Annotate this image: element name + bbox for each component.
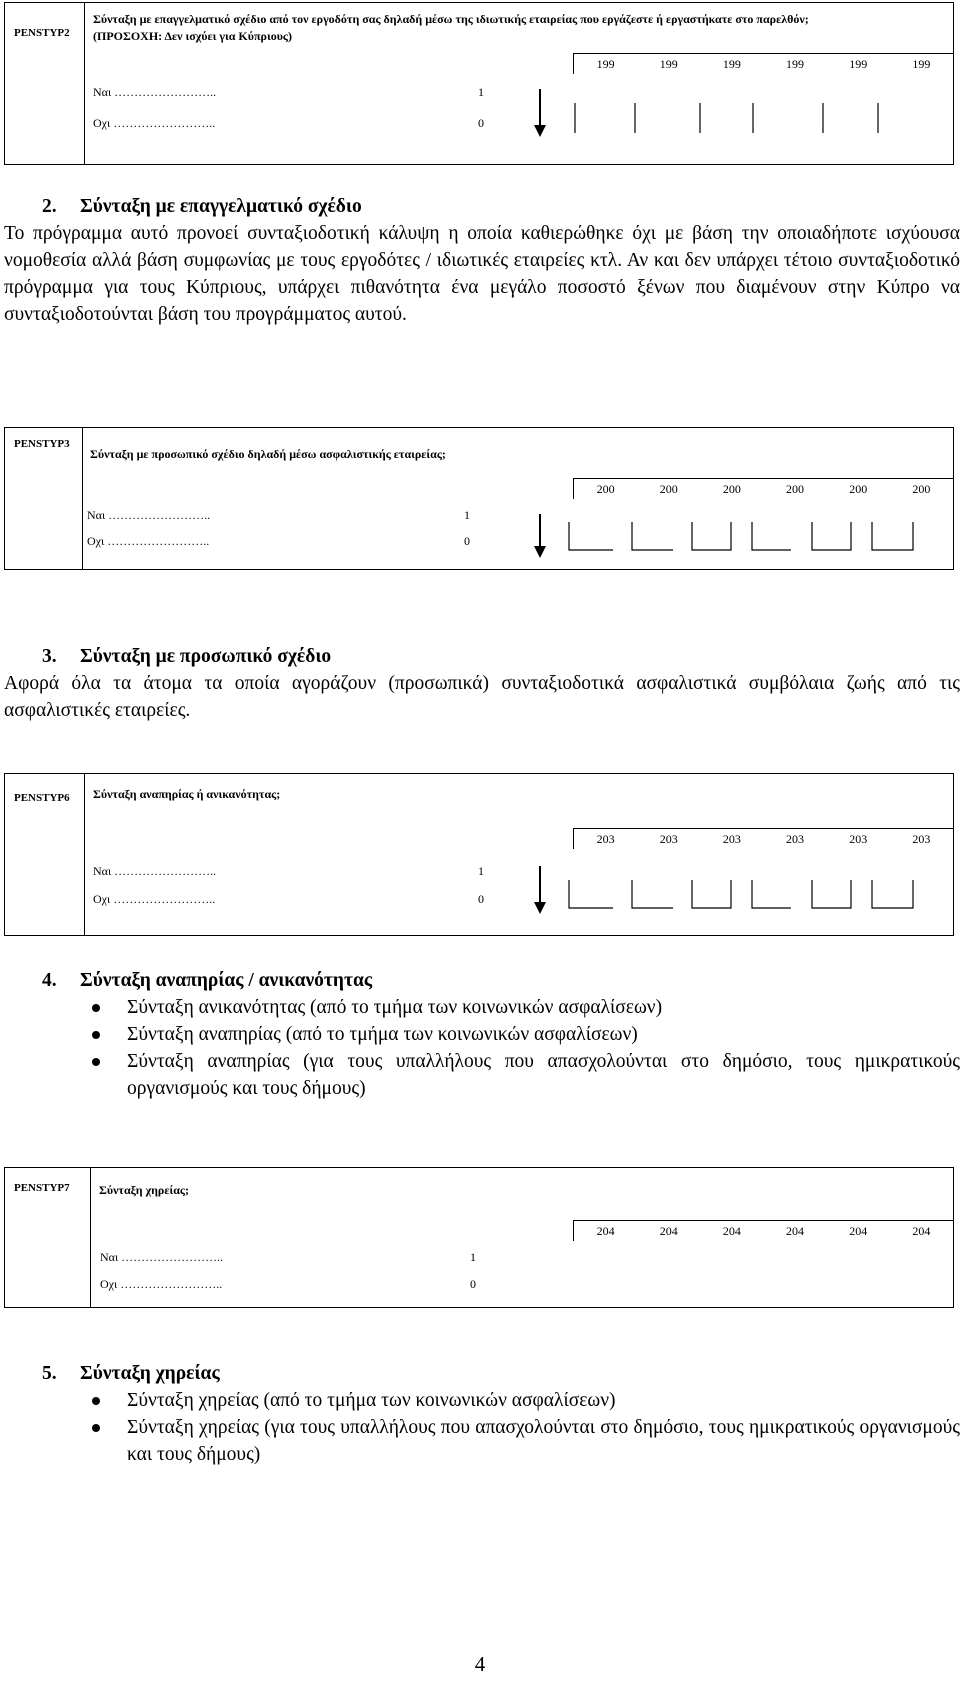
year-label: 203 [786, 832, 805, 846]
section-title: Σύνταξη με επαγγελματικό σχέδιο [80, 196, 362, 217]
down-arrow-icon [533, 89, 547, 139]
section-heading [42, 193, 960, 220]
year-label: 203 [849, 832, 868, 846]
list-item [0, 994, 960, 1021]
bullet-icon [92, 1058, 100, 1066]
year-label: 200 [786, 482, 805, 496]
question-code: PENSTYP3 [5, 428, 83, 569]
answer-label: Ναι …………………….. [93, 864, 217, 878]
section-heading [42, 1360, 960, 1387]
answer-label: Οχι …………………….. [93, 116, 216, 130]
year-header-row [573, 1220, 953, 1241]
list-item-text: Σύνταξη αναπηρίας (από το τμήμα των κοινωνικών ασφαλίσεων) [127, 1024, 638, 1045]
year-label: 203 [912, 832, 931, 846]
section-body: Αφορά όλα τα άτομα τα οποία αγοράζουν (προσωπικά) συνταξιοδοτικά ασφαλιστικά συμβόλαια ζωής από τις ασφαλιστικές εταιρείες. [4, 673, 960, 721]
year-header-row [573, 478, 953, 499]
down-arrow-icon [533, 866, 547, 916]
section-title: Σύνταξη αναπηρίας / ανικανότητας [80, 970, 373, 991]
section-heading [42, 643, 960, 670]
question-code: PENSTYP7 [5, 1168, 91, 1307]
list-item-text: Σύνταξη ανικανότητας (από το τμήμα των κοινωνικών ασφαλίσεων) [127, 997, 663, 1018]
answer-no [100, 1277, 476, 1292]
year-header-row [573, 828, 953, 849]
answer-label: Οχι …………………….. [87, 534, 210, 548]
list-item-text: Σύνταξη χηρείας (από το τμήμα των κοινωνικών ασφαλίσεων) [127, 1390, 616, 1411]
section-5 [42, 1360, 960, 1468]
bullet-list [0, 994, 960, 1102]
question-code: PENSTYP6 [5, 774, 85, 935]
answer-no [87, 534, 470, 549]
year-label: 199 [659, 57, 678, 71]
answer-no [93, 892, 484, 907]
section-title: Σύνταξη χηρείας [80, 1363, 220, 1384]
answer-label: Οχι …………………….. [93, 892, 216, 906]
down-arrow-icon [533, 514, 547, 560]
answer-code: 1 [464, 508, 470, 522]
list-item [0, 1021, 960, 1048]
page-number: 4 [474, 1652, 486, 1676]
question-text: Σύνταξη χηρείας; [99, 1183, 189, 1197]
answer-code: 1 [470, 1250, 476, 1264]
answer-code: 1 [478, 85, 484, 99]
year-label: 203 [659, 832, 678, 846]
answer-label: Ναι …………………….. [93, 85, 217, 99]
list-item [0, 1048, 960, 1102]
year-label: 199 [786, 57, 805, 71]
section-4 [42, 967, 960, 1102]
list-item-text: Σύνταξη αναπηρίας (για τους υπαλλήλους που απασχολούνται στο δημόσιο, τους ημικρατικούς οργανισμούς και τους δήμους) [127, 1051, 960, 1099]
answer-code: 1 [478, 864, 484, 878]
question-box-penstyp6 [4, 773, 954, 936]
list-item [0, 1414, 960, 1468]
year-label: 200 [849, 482, 868, 496]
year-header-row [573, 53, 953, 74]
year-label: 204 [912, 1224, 931, 1238]
question-box-penstyp3 [4, 427, 954, 570]
question-text: Σύνταξη αναπηρίας ή ανικανότητας; [93, 787, 281, 801]
answer-code: 0 [464, 534, 470, 548]
section-number: 5. [42, 1363, 57, 1384]
answer-code: 0 [478, 892, 484, 906]
bullet-icon [92, 1397, 100, 1405]
answer-label: Οχι …………………….. [100, 1277, 223, 1291]
year-label: 200 [722, 482, 741, 496]
question-code: PENSTYP2 [5, 3, 85, 164]
bullet-list [0, 1387, 960, 1468]
bullet-icon [92, 1031, 100, 1039]
question-box-penstyp2 [4, 2, 954, 165]
year-label: 200 [596, 482, 615, 496]
year-label: 200 [659, 482, 678, 496]
question-text: Σύνταξη με προσωπικό σχέδιο δηλαδή μέσω ασφαλιστικής εταιρείας; [90, 447, 446, 461]
year-label: 203 [596, 832, 615, 846]
list-item-text: Σύνταξη χηρείας (για τους υπαλλήλους που απασχολούνται στο δημόσιο, τους ημικρατικούς οργανισμούς και τους δήμους) [127, 1417, 960, 1465]
answer-label: Ναι …………………….. [100, 1250, 224, 1264]
answer-boxes[interactable] [563, 522, 933, 562]
answer-label: Ναι …………………….. [87, 508, 211, 522]
year-label: 199 [596, 57, 615, 71]
answer-code: 0 [470, 1277, 476, 1291]
year-label: 199 [722, 57, 741, 71]
section-number: 3. [42, 646, 57, 667]
section-number: 2. [42, 196, 57, 217]
answer-yes [93, 864, 484, 879]
year-label: 199 [912, 57, 931, 71]
answer-yes [87, 508, 470, 523]
list-item [0, 1387, 960, 1414]
year-label: 204 [596, 1224, 615, 1238]
year-label: 204 [722, 1224, 741, 1238]
section-body: Το πρόγραμμα αυτό προνοεί συνταξιοδοτική κάλυψη η οποία καθιερώθηκε όχι με βάση την οποιαδήποτε ισχύουσα νομοθεσία αλλά βάση συμφωνίας με τους εργοδότες / ιδιωτικές εταιρείες κτλ. Αν και δεν υπάρχει τέτοιο συνταξιοδοτικό πρόγραμμα για τους Κύπριους, υπάρχει πιθανότητα ένα μεγάλο ποσοστό ξένων που διαμένουν στην Κύπρο να συνταξιοδοτούνται βάση του προγράμματος αυτού. [4, 223, 960, 325]
section-2 [4, 193, 960, 328]
year-label: 204 [786, 1224, 805, 1238]
question-box-penstyp7 [4, 1167, 954, 1308]
section-title: Σύνταξη με προσωπικό σχέδιο [80, 646, 332, 667]
answer-boxes[interactable] [563, 880, 933, 920]
answer-yes [93, 85, 484, 100]
year-label: 204 [849, 1224, 868, 1238]
section-number: 4. [42, 970, 57, 991]
question-text: Σύνταξη με επαγγελματικό σχέδιο από τον εργοδότη σας δηλαδή μέσω της ιδιωτικής εταιρείας που εργάζεστε ή εργαστήκατε στο παρελθόν; (ΠΡΟΣΟΧΗ: Δεν ισχύει για Κύπριους) [93, 12, 809, 43]
year-label: 203 [722, 832, 741, 846]
section-heading [42, 967, 960, 994]
answer-no [93, 116, 484, 131]
answer-code: 0 [478, 116, 484, 130]
year-label: 200 [912, 482, 931, 496]
year-label: 204 [659, 1224, 678, 1238]
bullet-icon [92, 1424, 100, 1432]
section-3 [4, 643, 960, 724]
answer-yes [100, 1250, 476, 1265]
bullet-icon [92, 1004, 100, 1012]
answer-marks-area[interactable] [563, 103, 933, 143]
year-label: 199 [849, 57, 868, 71]
